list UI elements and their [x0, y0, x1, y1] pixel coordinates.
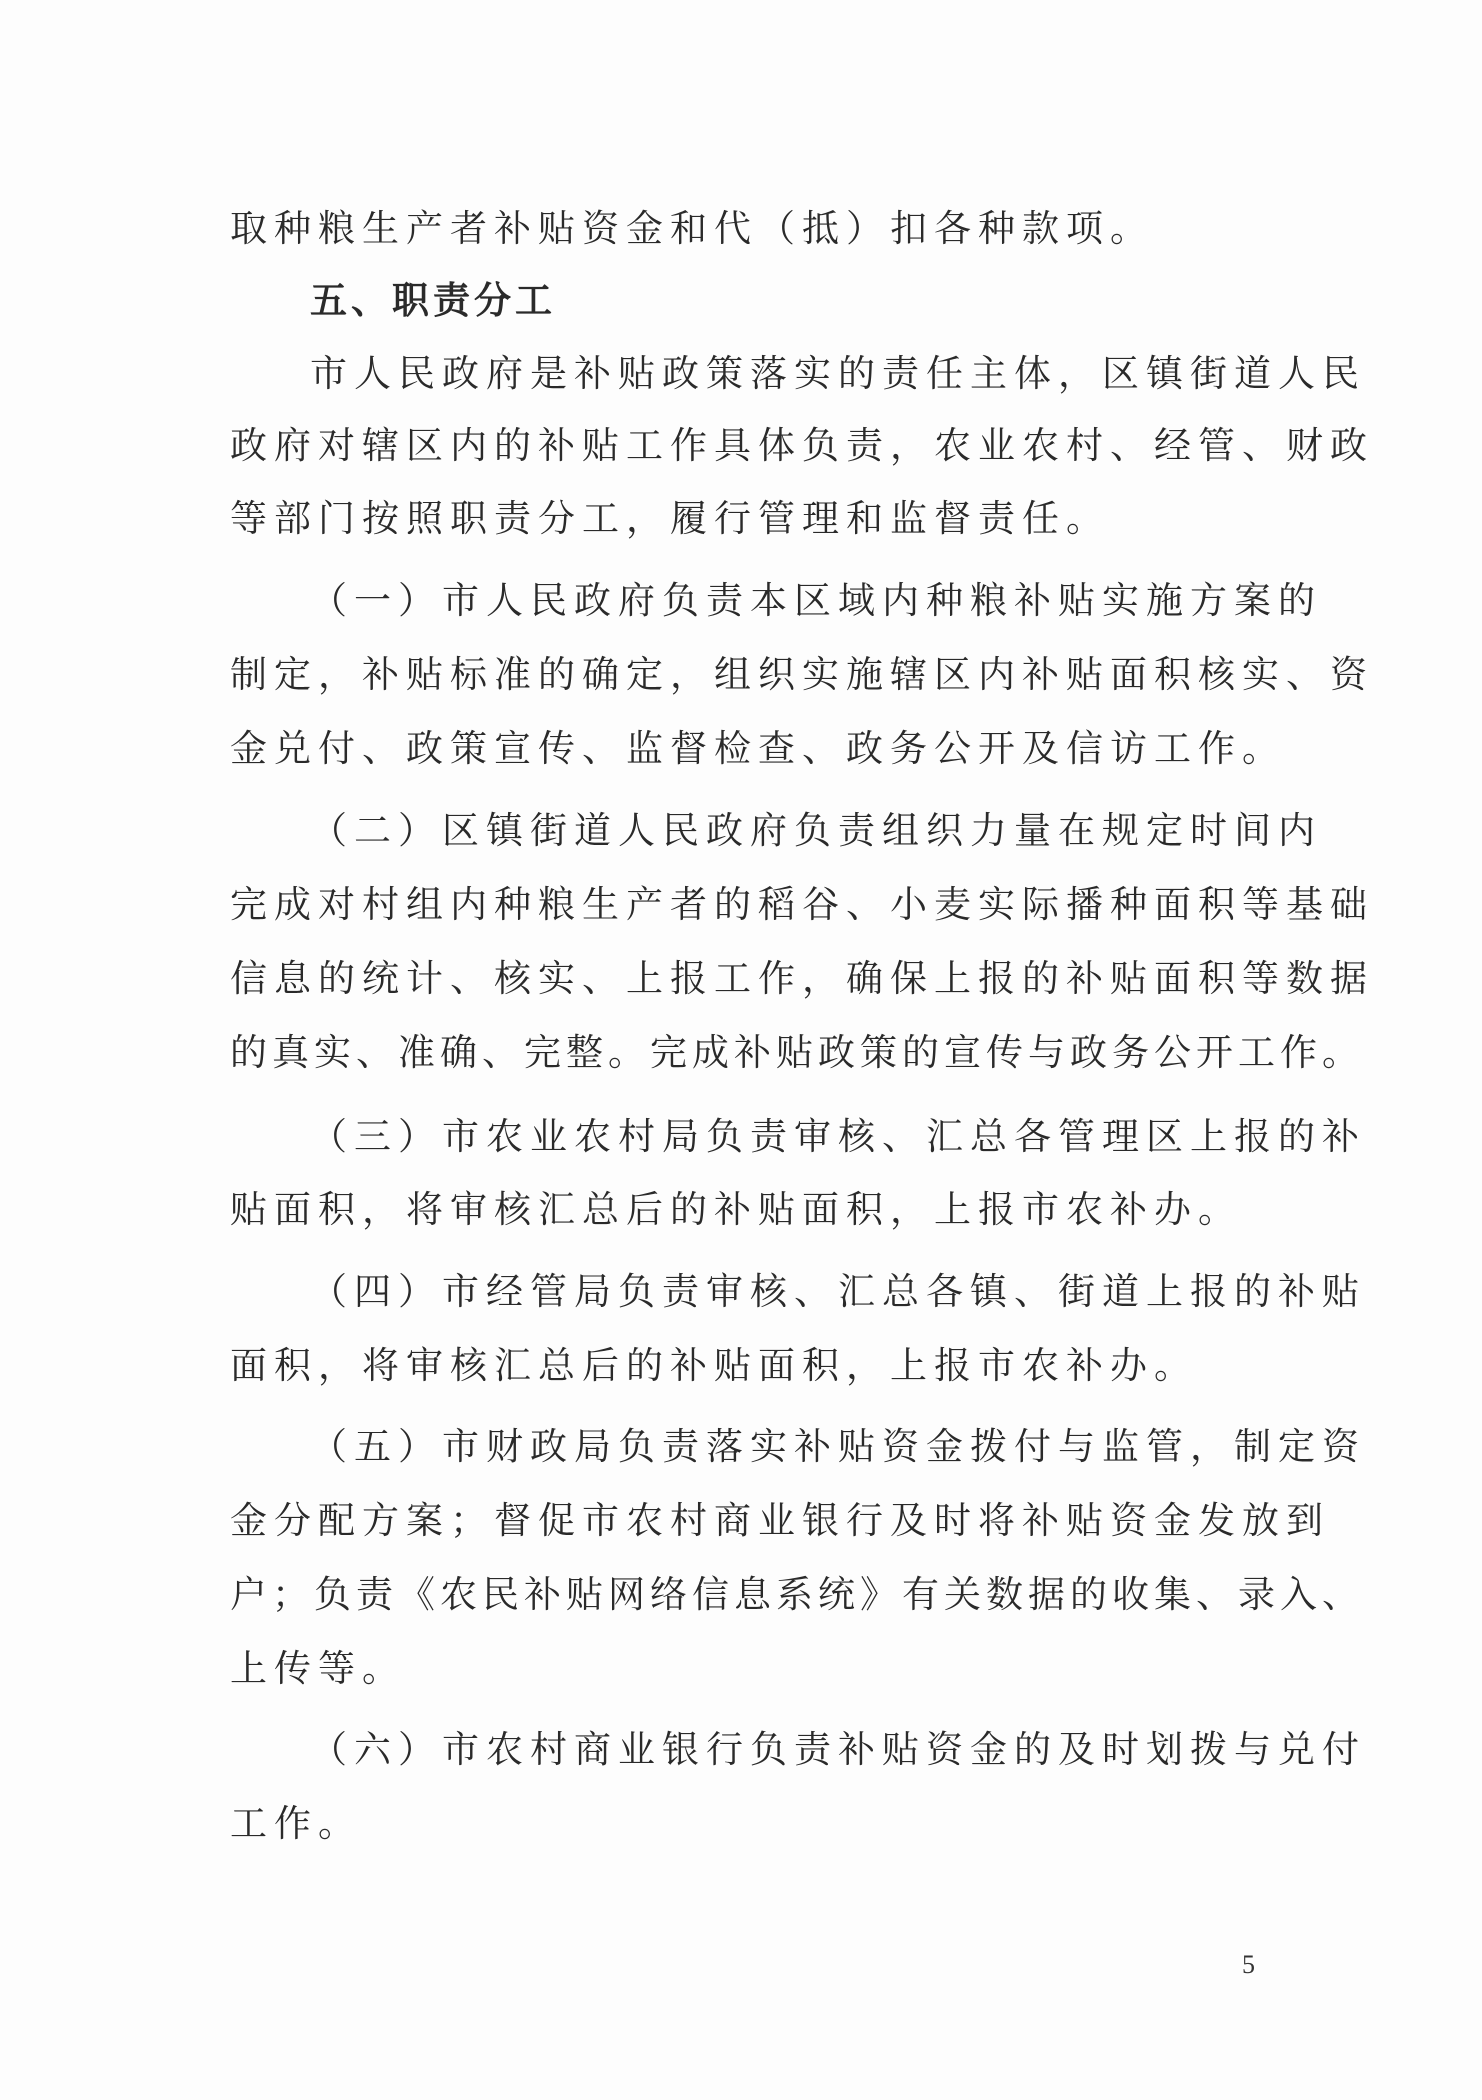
paragraph-line: 制定，补贴标准的确定，组织实施辖区内补贴面积核实、资 [230, 653, 1374, 696]
paragraph-line: （六）市农村商业银行负责补贴资金的及时划拨与兑付 [310, 1728, 1366, 1771]
paragraph-line: （四）市经管局负责审核、汇总各镇、街道上报的补贴 [310, 1270, 1366, 1313]
paragraph-line: （二）区镇街道人民政府负责组织力量在规定时间内 [310, 809, 1322, 852]
paragraph-line: 上传等。 [230, 1647, 406, 1690]
paragraph-line: 面积，将审核汇总后的补贴面积，上报市农补办。 [230, 1344, 1198, 1387]
paragraph-line: 的真实、准确、完整。完成补贴政策的宣传与政务公开工作。 [230, 1031, 1364, 1074]
paragraph-line: （一）市人民政府负责本区域内种粮补贴实施方案的 [310, 579, 1322, 622]
paragraph-line: 政府对辖区内的补贴工作具体负责，农业农村、经管、财政 [230, 424, 1374, 467]
section-heading: 五、职责分工 [310, 279, 556, 322]
paragraph-line: 户；负责《农民补贴网络信息系统》有关数据的收集、录入、 [230, 1573, 1364, 1616]
paragraph-line: （三）市农业农村局负责审核、汇总各管理区上报的补 [310, 1115, 1366, 1158]
text-line: 取种粮生产者补贴资金和代（抵）扣各种款项。 [230, 207, 1154, 250]
paragraph-line: 信息的统计、核实、上报工作，确保上报的补贴面积等数据 [230, 957, 1374, 1000]
paragraph-line: 金兑付、政策宣传、监督检查、政务公开及信访工作。 [230, 727, 1286, 770]
paragraph-line: 等部门按照职责分工，履行管理和监督责任。 [230, 497, 1110, 540]
paragraph-line: 贴面积，将审核汇总后的补贴面积，上报市农补办。 [230, 1188, 1242, 1231]
paragraph-line: （五）市财政局负责落实补贴资金拨付与监管，制定资 [310, 1425, 1366, 1468]
page-number: 5 [1242, 1950, 1255, 1979]
paragraph-line: 金分配方案；督促市农村商业银行及时将补贴资金发放到 [230, 1499, 1330, 1542]
paragraph-line: 市人民政府是补贴政策落实的责任主体，区镇街道人民 [310, 352, 1366, 395]
paragraph-line: 完成对村组内种粮生产者的稻谷、小麦实际播种面积等基础 [230, 883, 1374, 926]
paragraph-line: 工作。 [230, 1802, 362, 1845]
